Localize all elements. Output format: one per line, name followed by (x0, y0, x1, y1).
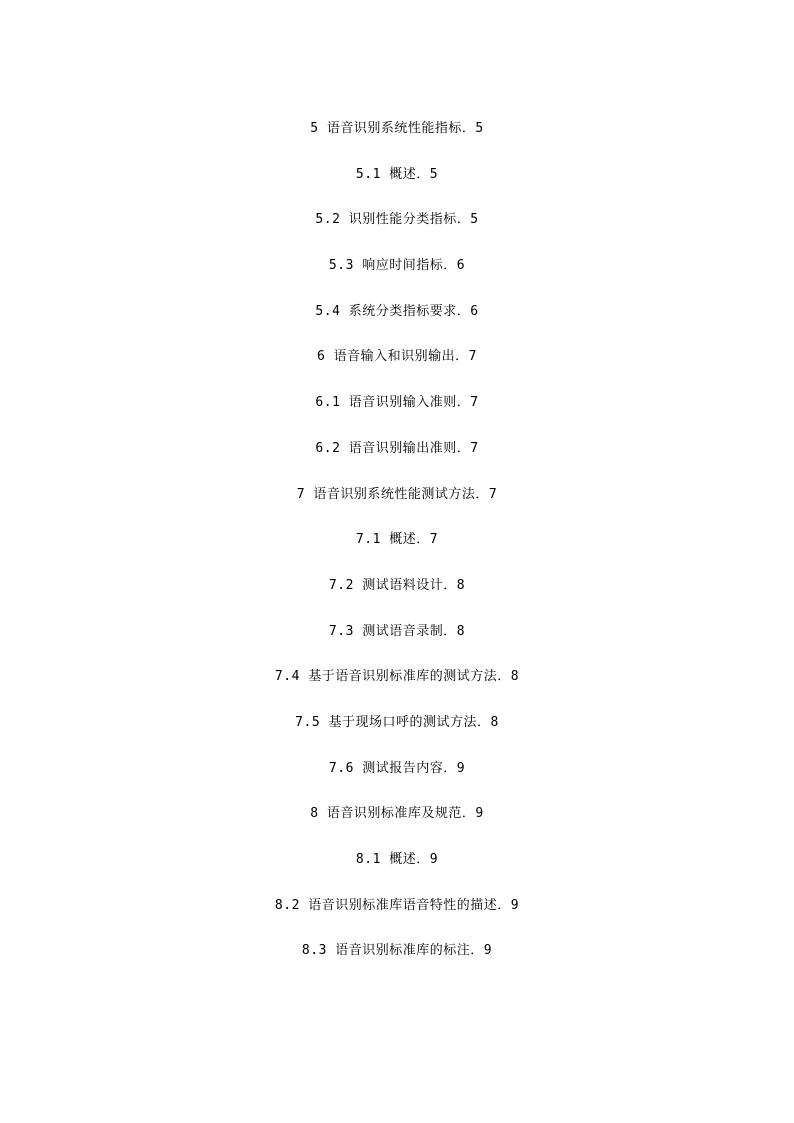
toc-entry: 7.1 概述．7 (355, 532, 439, 548)
toc-entry: 5.1 概述．5 (355, 166, 439, 182)
toc-entry: 8 语音识别标准库及规范．9 (310, 806, 484, 822)
toc-entry: 5.4 系统分类指标要求．6 (315, 303, 479, 319)
toc-entry: 5.3 响应时间指标．6 (328, 258, 466, 274)
toc-entry: 8.1 概述．9 (355, 852, 439, 867)
toc-entry: 6.1 语音识别输入准则．7 (315, 395, 479, 411)
toc-entry: 7.6 测试报告内容．9 (328, 760, 466, 776)
toc-entry: 8.2 语音识别标准库语音特性的描述．9 (274, 897, 520, 913)
toc-entry: 5.2 识别性能分类指标．5 (315, 212, 479, 228)
toc-entry: 7.5 基于现场口呼的测试方法．8 (295, 714, 499, 730)
toc-entry: 5 语音识别系统性能指标．5 (310, 121, 484, 136)
toc-entry: 8.3 语音识别标准库的标注．9 (301, 943, 493, 959)
toc-entry: 7.4 基于语音识别标准库的测试方法．8 (274, 669, 520, 685)
toc-entry: 7 语音识别系统性能测试方法．7 (296, 486, 498, 502)
toc-entry: 7.2 测试语料设计．8 (328, 577, 466, 593)
toc-entry: 7.3 测试语音录制．8 (328, 623, 466, 639)
toc-entry: 6.2 语音识别输出准则．7 (315, 440, 479, 456)
table-of-contents (0, 119, 794, 987)
toc-entry: 6 语音输入和识别输出．7 (317, 349, 477, 365)
